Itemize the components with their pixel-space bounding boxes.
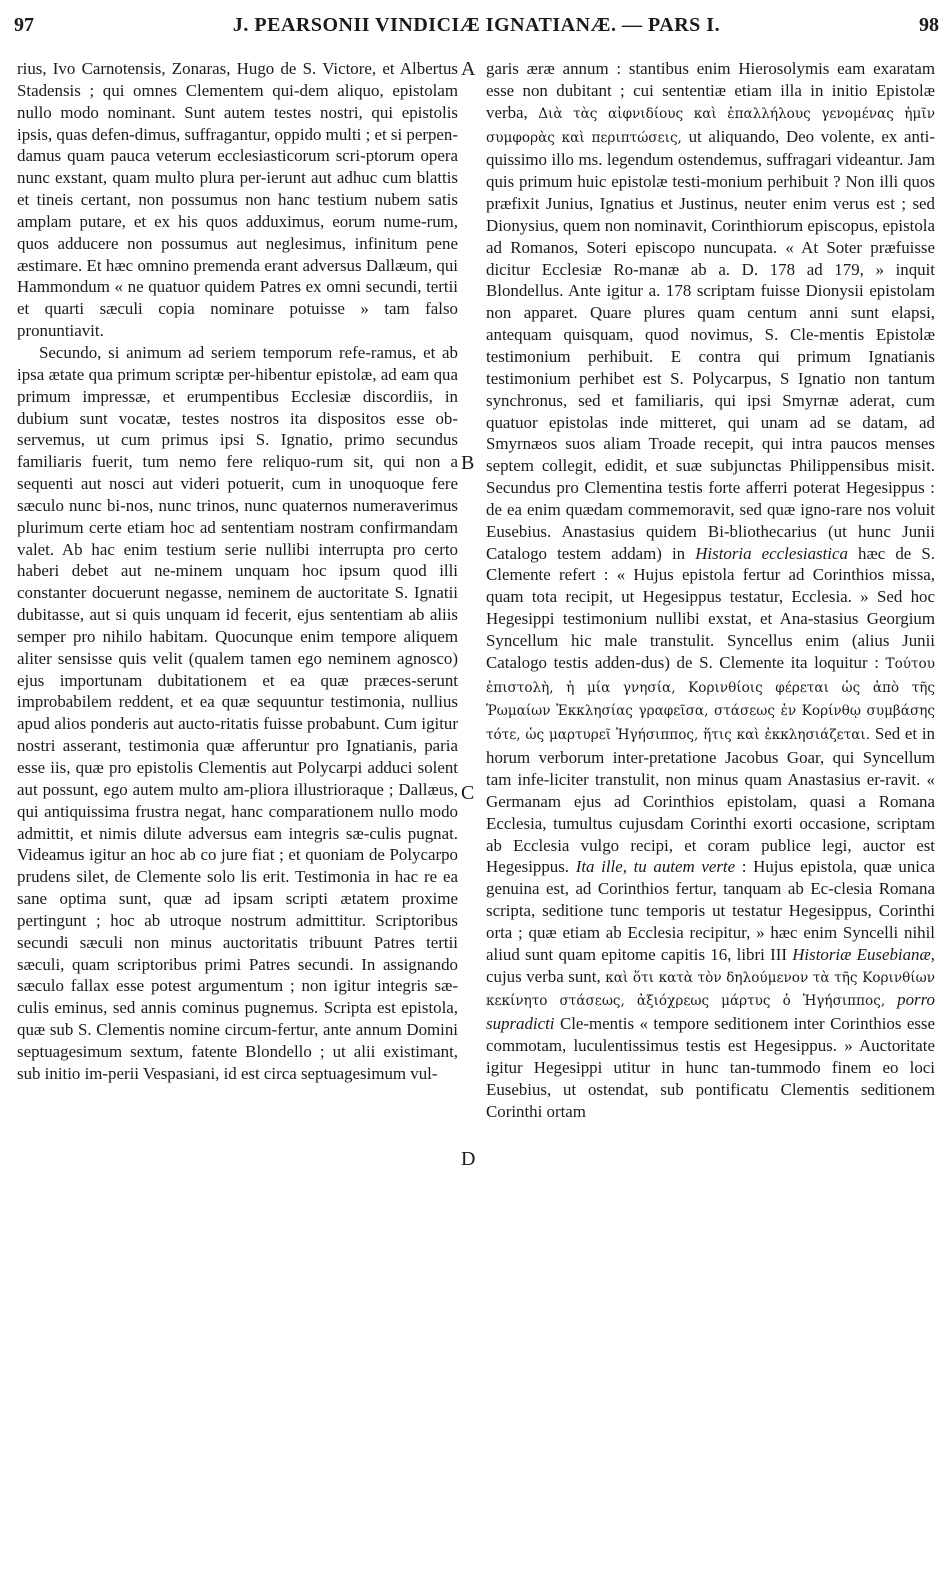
greek-quote-1: Διὰ τὰς αἰφνιδίους καὶ ἐπαλλήλους γενομένας ἡμῖν συμφορὰς καὶ περιπτώσεις, — [486, 105, 935, 146]
page-number-left: 97 — [14, 14, 34, 36]
italic-title-1: Historia ecclesiastica — [695, 543, 848, 563]
left-paragraph-2: Secundo, si animum ad seriem temporum refe-ramus, et ab ipsa ætate qua primum scriptæ per-hibentur epistolæ, ad eam qua primum impressæ, et erumpentibus Ecclesiæ discordiis, in dubium sunt vocatæ, testes nostros ita dispositos esse ob-servemus, ut cum primus ipsi S. Ignatio, primo secundus familiaris fuerit, tum nemo fere reliquo-rum sit, qui non a sequenti aut nosci aut videri potuerit, cum in unoquoque fere sæculo nunc bi-nos, nunc trinos, nunc quaternos numeraverimus plurimum certe etiam hoc ad sententiam nostram confirmandam valet. Ab hac enim testium serie nullibi interrupta pro certo haberi debet aut ne-minem unquam hoc ipsum quod illi constanter docuerunt negasse, neminem de auctoritate S. Ignatii dubitasse, aut si quis unquam id fecerit, ejus sententiam ab aliis semper pro nihilo habitam. Quocunque enim tempore aliquem aliter sensisse quis velit (qualem tamen ego neminem agnosco) ejus importunam dubitationem et ea quæ præces-serunt improbabilem reddent, et ea quæ sequuntur testimonia, nullius apud alios ponderis aut aucto-ritatis fuisse probabunt. Cum igitur nostri asserant, testimonia quæ afferuntur pro Ignatianis, paria esse iis, quæ pro epistolis Clementis aut Polycarpi adduci solent aut possunt, ego autem multo am-pliora illustrioraque ; Dallæus, qui antiquissima frustra negat, hanc comparationem nullo modo admittit, et nimis dilute adversus eam integris sæ-culis pugnat. Videamus igitur an hoc ab co jure fiat ; et quoniam de Polycarpo prudens silet, de Clemente solo lis erit. Testimonia in hac re ea sane optima sunt, quæ ad ipsam scripti ætatem proxime pertingunt ; hoc ab utroque nostrum admittitur. Scriptoribus secundi sæculi non minus auctoritatis tribuunt Patres tertii sæculi, quam scriptoribus primi Patres secundi. In assignando sæculo fallax esse potest argumentum ; non igitur integris sæ-culis eminus, sed annis cominus pugnemus. Scripta est epistola, quæ sub S. Clementis nomine circum-fertur, ante annum Domini septuagesimum sextum, fatente Blondello ; ut alii existimant, sub initio im-perii Vespasiani, id est circa septuagesimum vul- — [17, 342, 458, 1083]
margin-marker-b: B — [461, 452, 475, 474]
margin-marker-d: D — [461, 1148, 476, 1170]
greek-quote-3: καὶ ὅτι κατὰ τὸν δηλούμενον τὰ τῆς Κορινθίων κεκίνητο στάσεως, ἀξιόχρεως μάρτυς ὁ Ἡγήσιππος, — [486, 969, 935, 1010]
margin-marker-c: C — [461, 782, 475, 804]
running-title: J. PEARSONII VINDICIÆ IGNATIANÆ. — PARS I. — [232, 14, 721, 36]
left-column — [17, 58, 458, 1085]
right-paragraph — [486, 58, 935, 1123]
italic-phrase-2: Ita ille, tu autem verte — [575, 857, 736, 877]
right-text-4: Sed et in horum verborum inter-pretatione Jacobus Goar, qui Syncellum tam infe-liciter transtulit, non minus quam Anastasius er-ravit. « Germanam ejus ad Corinthios epistolam, quasi a Romana Ecclesia, tumultus cujusdam Corinthi exorti occasione, scriptam ab Ecclesia vulgo recipi, et coram publice legi, auctor est Hegesippus. — [486, 724, 935, 877]
margin-marker-a: A — [461, 58, 476, 80]
left-paragraph-1: rius, Ivo Carnotensis, Zonaras, Hugo de S. Victore, et Albertus Stadensis ; qui omnes Clementem qui-dem aliquo, epistolam nullo modo nominant. Sunt autem testes nostri, qui epistolis ipsis, quas defen-dimus, suffragantur, oppido multi ; et si perpen-damus quam pauca veterum ecclesiasticorum scri-ptorum opera nunc exstant, quam multo plura per-ierunt aut adhuc cum blattis et tineis certant, non possumus non hanc testium nubem satis amplam putare, et ex his quos adduximus, eorum nume-rum, quos adducere non possumus aut neglesimus, infinitum pene æstimare. Et hæc omnino premenda erant adversus Dallæum, qui Hammondum « ne quatuor quidem Patres ex omni secundi, tertii et quarti sæculi copia nominare potuisse » tam falso pronuntiavit. — [17, 59, 458, 341]
right-text-1: garis æræ annum : stantibus enim Hierosolymis eam exaratam esse non dubitant ; cui sententiæ etiam illa in initio Epistolæ verba, — [486, 59, 935, 122]
right-column — [486, 58, 935, 1123]
page-header — [14, 14, 939, 44]
right-text-6: cujus verba sunt, — [486, 966, 601, 986]
italic-phrase-4: porro supradicti — [486, 990, 935, 1034]
page-number-right: 98 — [919, 14, 939, 36]
right-text-3: hæc de S. Clemente refert : « Hujus epistola fertur ad Corinthios missa, quam tota recipit, ut Hegesippus testatur, Ecclesia. » Sed hoc Hegesippi testimonium nullibi exstat, et Ana-stasius Georgium Syncellum hic male transtulit. Syncellus enim (alius Junii Catalogo testis adden-dus) de S. Clemente ita loquitur : — [486, 543, 935, 672]
right-text-7: Cle-mentis « tempore seditionem inter Corinthios esse commotam, luculentissimus testis est Hegesippus. » Auctoritate igitur Hegesippi utitur in hunc tan-tummodo finem eo loci Eusebius, ut ostendat, sub pontificatu Clementis seditionem Corinthi ortam — [486, 1014, 935, 1121]
right-text-2: ut aliquando, Deo volente, ex anti-quissimo illo ms. legendum ostendemus, suffragari videantur. Jam quis primum huic epistolæ testi-monium perhibuit ? Non illi quos præfixit Junius, Ignatius et Justinus, neuter enim verus est ; sed Dionysius, quem non nominavit, Corinthiorum episcopus, epistola ad Romanos, Soteri episcopo nuncupata. « At Soter præfuisse dicitur Ecclesiæ Ro-manæ ab a. D. 178 ad 179, » inquit Blondellus. Ante igitur a. 178 scriptam fuisse Dionysii epistolam non apparet. Quare plures quam centum anni sunt elapsi, antequam quisquam, quod novimus, S. Cle-mentis Epistolæ testimonium perhibuit. E contra qui primum Ignatianis testimonium perhibet est S. Polycarpus, S Ignatio non tantum synchronus, sed et familiaris, qui ipsi Smyrnæ aderat, cum quatuor epistolas inde mitteret, qui unam ad se datam, ad Smyrnæos suos aliam Troade recepit, qui intra paucos menses septem collegit, edidit, et suæ subjunctas Philippensibus misit. Secundus pro Clementina testis forte afferri poterat Hegesippus : de ea enim quædam commemoravit, sed quæ igno-rare nos voluit Eusebius. Anastasius quidem Bi-bliothecarius (ut hunc Junii Catalogo testem addam) in — [486, 126, 935, 563]
greek-quote-2: Τούτου ἐπιστολὴ, ἡ μία γνησία, Κορινθίοις φέρεται ὡς ἀπὸ τῆς Ῥωμαίων Ἐκκλησίας γραφεῖσα, στάσεως ἐν Κορίνθῳ συμβάσης τότε, ὡς μαρτυρεῖ Ἡγήσιππος, ἥτις καὶ ἐκκλησιάζεται. — [486, 655, 935, 744]
right-text-5: : Hujus epistola, quæ unica genuina est, ad Corinthios fertur, tanquam ab Ec-clesia Romana scripta, seditione tunc temporis ut testatur Hegesippus, Corinthi orta ; quæ etiam ab Ecclesia recipitur, » hæc enim Syncelli nihil aliud sunt quam epitome capitis 16, libri III — [486, 857, 935, 964]
italic-title-3: Historiæ Eusebianæ, — [792, 944, 935, 964]
